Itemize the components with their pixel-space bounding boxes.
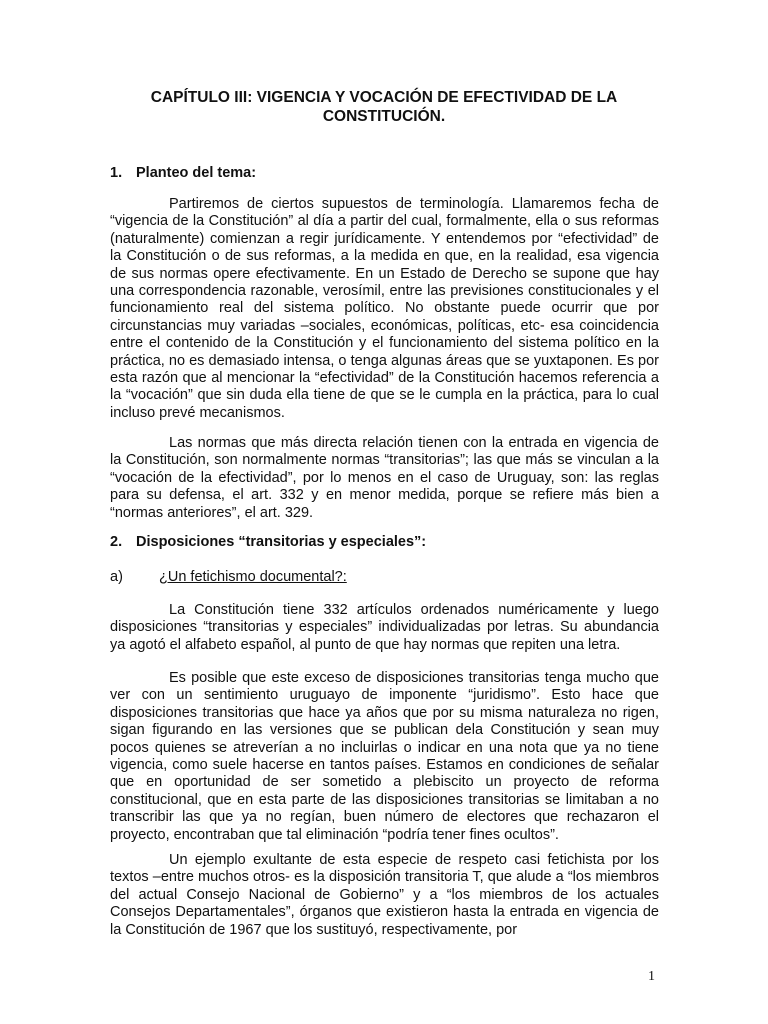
- section-1-number: 1.: [110, 165, 123, 181]
- chapter-title-line-2: CONSTITUCIÓN.: [322, 108, 446, 125]
- section-2-number: 2.: [110, 534, 123, 550]
- page-number: 1: [648, 969, 655, 984]
- section-1-title: Planteo del tema:: [136, 165, 257, 181]
- subsection-a-heading: [110, 569, 347, 586]
- section-2-paragraph-3: Un ejemplo exultante de esta especie de respeto casi fetichista por los textos –entre muchos otros- es la disposición transitoria T, que alude a “los miembros del actual Consejo Nacional de Gobierno” y a “los miembros de los actuales Consejos Departamentales”, órganos que existieron hasta la entrada en vigencia de la Constitución de 1967 que los sustituyó, respectivamente, por: [110, 852, 659, 938]
- section-1-heading: [110, 165, 256, 182]
- section-2-paragraph-2: Es posible que este exceso de disposiciones transitorias tenga mucho que ver con un sentimiento uruguayo de imponente “juridismo”. Esto hace que disposiciones transitorias que hace ya años que por su misma naturaleza no rigen, sigan figurando en las versiones que se publican dela Constitución y sean muy pocos quienes se atreverían a no incluirlas o indicar en una nota que ya no tiene vigencia, como suele hacerse en tantos países. Estamos en condiciones de señalar que en oportunidad de ser sometido a plebiscito un proyecto de reforma constitucional, que en esta parte de las disposiciones transitorias se limitaban a no transcribir las que ya no regían, buen número de electores que rechazaron el proyecto, encontraban que tal eliminación “podría tener fines ocultos”.: [110, 670, 659, 843]
- section-1-paragraph-1: Partiremos de ciertos supuestos de terminología. Llamaremos fecha de “vigencia de la Constitución” al día a partir del cual, formalmente, ella o sus reformas (naturalmente) comienzan a regir jurídicamente. Y entendemos por “efectividad” de la Constitución o de sus reformas, a la medida en que, en la realidad, esa vigencia de sus normas opere efectivamente. En un Estado de Derecho se supone que hay una correspondencia razonable, verosímil, entre las previsiones constitucionales y el funcionamiento real del sistema político. No obstante puede ocurrir que por circunstancias muy variadas –sociales, económicas, políticas, etc- esa coincidencia entre el contenido de la Constitución y el funcionamiento del sistema político en la práctica, no es demasiado intensa, o tenga algunas áreas que se yuxtaponen. Es por esta razón que al mencionar la “efectividad” de la Constitución hacemos referencia a la “vocación” que sin duda ella tiene de que se le cumpla en la práctica, para lo cual incluso prevé mecanismos.: [110, 196, 659, 421]
- chapter-title-line-1: CAPÍTULO III: VIGENCIA Y VOCACIÓN DE EFECTIVIDAD DE LA: [150, 89, 618, 106]
- section-1-paragraph-2: Las normas que más directa relación tienen con la entrada en vigencia de la Constitución, son normalmente normas “transitorias”; las que más se vinculan a la “vocación de la efectividad”, por lo menos en el caso de Uruguay, son: las reglas para su defensa, el art. 332 y en menor medida, porque se refiere más bien a “normas anteriores”, el art. 329.: [110, 435, 659, 521]
- chapter-title: [110, 88, 658, 126]
- section-2-heading: [110, 534, 426, 551]
- section-2-paragraph-1: La Constitución tiene 332 artículos ordenados numéricamente y luego disposiciones “transitorias y especiales” individualizadas por letras. Su abundancia ya agotó el alfabeto español, al punto de que hay normas que repiten una letra.: [110, 602, 659, 653]
- subsection-a-label: a): [110, 569, 123, 585]
- section-2-title: Disposiciones “transitorias y especiales”:: [136, 534, 427, 550]
- subsection-a-title: ¿Un fetichismo documental?:: [159, 569, 347, 585]
